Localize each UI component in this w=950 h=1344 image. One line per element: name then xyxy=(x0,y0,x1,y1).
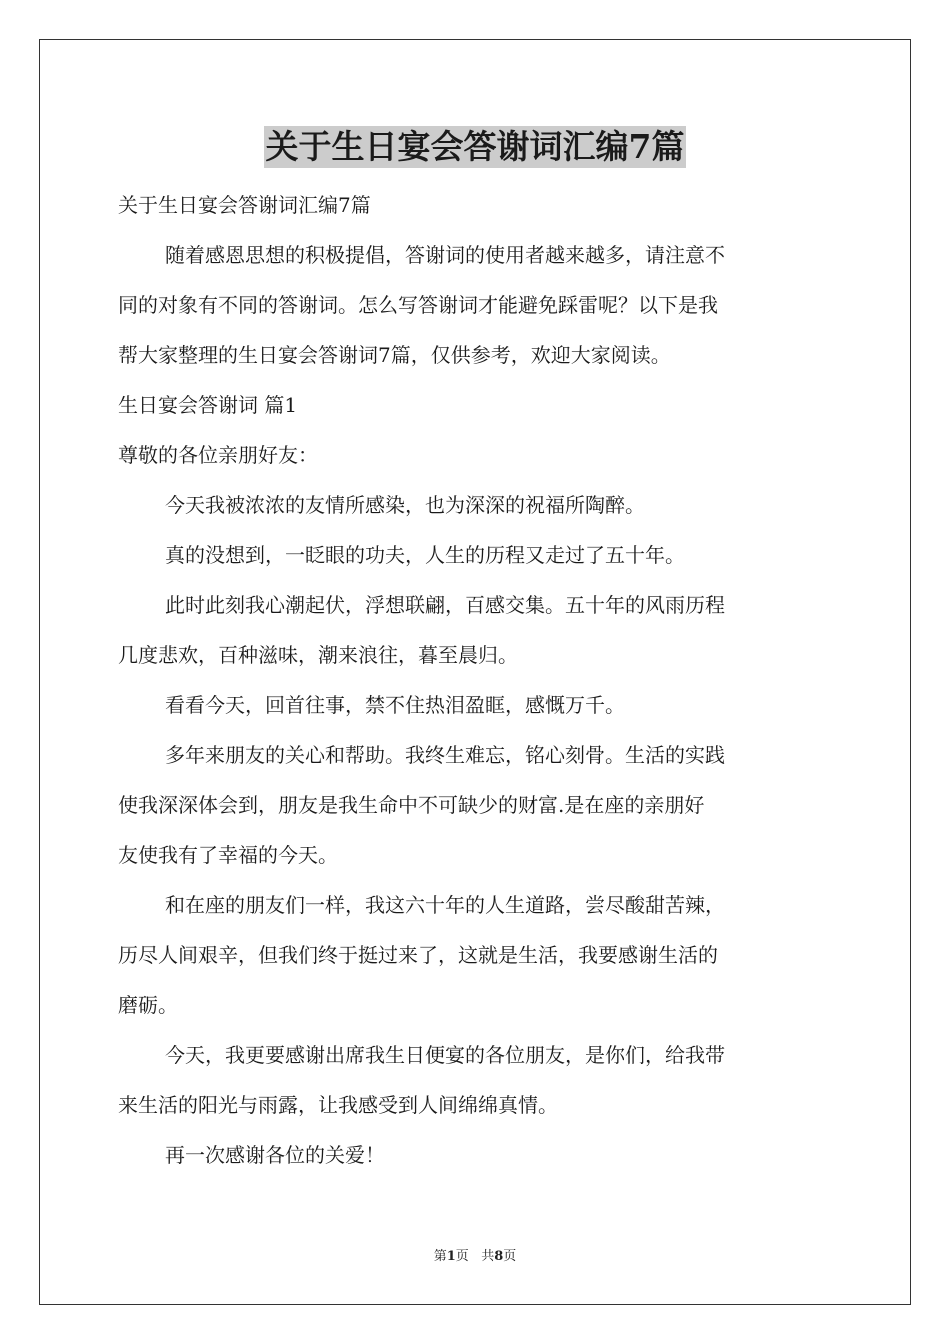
footer-page-word: 页 xyxy=(455,1249,469,1264)
text-line: 今天，我更要感谢出席我生日便宴的各位朋友，是你们，给我带 xyxy=(165,1043,725,1067)
footer-total-suffix: 页 xyxy=(503,1249,517,1264)
document-body xyxy=(118,180,836,1180)
text-line: 多年来朋友的关心和帮助。我终生难忘，铭心刻骨。生活的实践 xyxy=(165,743,725,767)
footer-total-pages: 8 xyxy=(494,1249,504,1264)
text-line: 来生活的阳光与雨露，让我感受到人间绵绵真情。 xyxy=(118,1093,558,1117)
text-line: 使我深深体会到，朋友是我生命中不可缺少的财富.是在座的亲朋好 xyxy=(118,793,705,817)
document-title: 关于生日宴会答谢词汇编7篇 xyxy=(265,127,685,166)
text-line: 历尽人间艰辛，但我们终于挺过来了，这就是生活，我要感谢生活的 xyxy=(118,943,718,967)
text-line: 此时此刻我心潮起伏，浮想联翩，百感交集。五十年的风雨历程 xyxy=(165,593,725,617)
text-line: 随着感恩思想的积极提倡，答谢词的使用者越来越多，请注意不 xyxy=(165,243,725,267)
page-footer xyxy=(0,1245,950,1264)
text-line: 友使我有了幸福的今天。 xyxy=(118,843,338,867)
text-line: 再一次感谢各位的关爱！ xyxy=(165,1143,385,1167)
text-line: 生日宴会答谢词 篇1 xyxy=(118,393,298,417)
text-line: 真的没想到，一眨眼的功夫，人生的历程又走过了五十年。 xyxy=(165,543,685,567)
footer-current-page: 1 xyxy=(446,1249,456,1264)
text-line: 关于生日宴会答谢词汇编7篇 xyxy=(118,193,371,217)
footer-prefix: 第 xyxy=(433,1249,447,1264)
text-line: 几度悲欢，百种滋味，潮来浪往，暮至晨归。 xyxy=(118,643,518,667)
text-line: 和在座的朋友们一样，我这六十年的人生道路，尝尽酸甜苦辣， xyxy=(165,893,725,917)
text-line: 帮大家整理的生日宴会答谢词7篇，仅供参考，欢迎大家阅读。 xyxy=(118,343,671,367)
text-line: 同的对象有不同的答谢词。怎么写答谢词才能避免踩雷呢？以下是我 xyxy=(118,293,718,317)
text-line: 今天我被浓浓的友情所感染，也为深深的祝福所陶醉。 xyxy=(165,493,645,517)
title-wrapper xyxy=(0,126,950,168)
text-line: 磨砺。 xyxy=(118,993,178,1017)
footer-total-prefix: 共 xyxy=(481,1249,495,1264)
text-line: 尊敬的各位亲朋好友： xyxy=(118,443,318,467)
text-line: 看看今天，回首往事，禁不住热泪盈眶，感慨万千。 xyxy=(165,693,625,717)
